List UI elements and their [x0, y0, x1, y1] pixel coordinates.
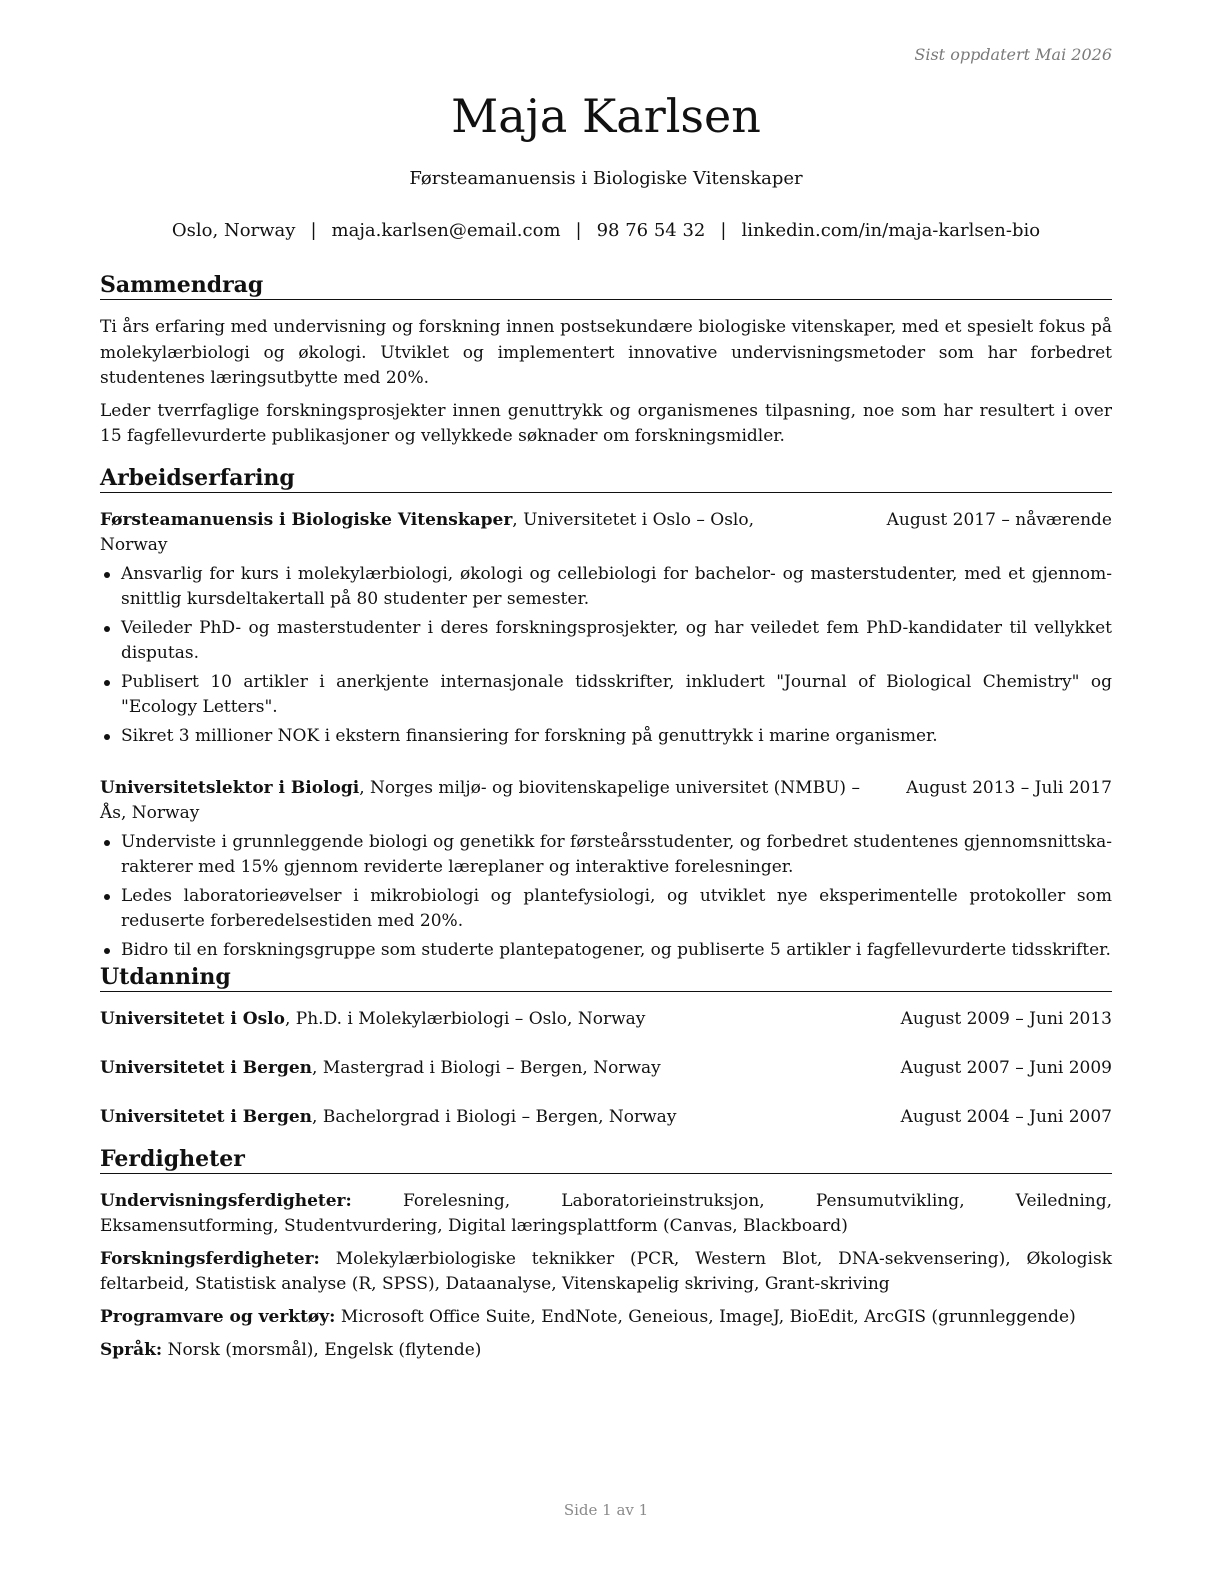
list-item: Publisert 10 artikler i anerkjente internasjonale tidsskrifter, inkludert "Journal of Biological Chemistry" og "Ecology Letters".: [100, 670, 1112, 720]
job-title: Førsteamanuensis i Biologiske Vitenskaper: [409, 168, 803, 189]
summary-section: [100, 271, 1112, 450]
education-item: [100, 1007, 1112, 1032]
experience-section: [100, 464, 1112, 963]
skill-label: Undervisningsferdigheter:: [100, 1191, 352, 1211]
job-entry: [100, 776, 1112, 963]
job-role: Førsteamanuensis i Biologiske Vitenskaper: [100, 510, 513, 530]
summary-paragraph: Leder tverrfaglige forskningsprosjekter innen genuttrykk og organismenes tilpasning, noe som har resultert i over 15 fagfellevurderte publikasjoner og vellykkede søknader om forskningsmidler.: [100, 400, 1112, 446]
job-header: [100, 508, 1112, 558]
job-dates: August 2013 – Juli 2017: [906, 778, 1112, 798]
resume-page: [100, 0, 1112, 1584]
summary-paragraph: Ti års erfaring med undervisning og forskning innen postsekundære biologiske vitenskaper, med et spesielt fokus på molekylærbiologi og økologi. Utviklet og implementert innovative undervisningsmetoder som har forbedret studentenes læringsutbytte med 20%.: [100, 317, 1112, 388]
section-title: Arbeidserfaring: [100, 464, 1112, 493]
contact-phone: 98 76 54 32: [596, 220, 706, 241]
page-number: Side 1 av 1: [563, 1501, 649, 1519]
education-item: [100, 1056, 1112, 1081]
skill-value: Forelesning, Laboratorieinstruksjon, Pensumutvikling, Veiledning, Eksamensutforming, Studentvurdering, Digital læringsplattform (Canvas, Blackboard): [100, 1191, 1112, 1236]
job-bullets: [100, 562, 1112, 749]
job-org: , Norges miljø- og biovitenskapelige universitet (NMBU) – Ås, Norway: [100, 778, 860, 823]
contact-separator: |: [310, 220, 317, 241]
education-section: [100, 963, 1112, 1130]
skill-item: [100, 1247, 1112, 1297]
education-dates: August 2004 – Juni 2007: [900, 1107, 1112, 1127]
person-name: Maja Karlsen: [451, 89, 761, 143]
list-item: Ledes laboratorieøvelser i mikrobiologi og plantefysiologi, og utviklet nye eksperimentelle protokoller som reduserte forberedelsestiden med 20%.: [100, 884, 1112, 934]
skill-item: [100, 1338, 1112, 1363]
education-detail: , Mastergrad i Biologi – Bergen, Norway: [312, 1058, 661, 1078]
education-dates: August 2009 – Juni 2013: [900, 1009, 1112, 1029]
job-bullets: [100, 830, 1112, 963]
skill-value: Molekylærbiologiske teknikker (PCR, Western Blot, DNA-sekvensering), Økologisk feltarbeid, Statistisk analyse (R, SPSS), Dataanalyse, Vitenskapelig skriving, Grant-skriving: [100, 1249, 1112, 1294]
skill-item: [100, 1189, 1112, 1239]
contact-location: Oslo, Norway: [171, 220, 296, 241]
skill-value: Microsoft Office Suite, EndNote, Geneious, ImageJ, BioEdit, ArcGIS (grunnleggende): [335, 1307, 1076, 1327]
job-role: Universitetslektor i Biologi: [100, 778, 360, 798]
section-title: Utdanning: [100, 963, 1112, 992]
education-dates: August 2007 – Juni 2009: [900, 1058, 1112, 1078]
skills-section: [100, 1145, 1112, 1363]
section-title: Ferdigheter: [100, 1145, 1112, 1174]
education-school: Universitetet i Oslo: [100, 1009, 285, 1029]
education-school: Universitetet i Bergen: [100, 1058, 313, 1078]
skill-label: Programvare og verktøy:: [100, 1307, 336, 1327]
skill-value: Norsk (morsmål), Engelsk (flytende): [162, 1340, 482, 1360]
contact-separator: |: [720, 220, 727, 241]
skill-label: Språk:: [100, 1340, 163, 1360]
job-dates: August 2017 – nåværende: [886, 510, 1112, 530]
list-item: Underviste i grunnleggende biologi og genetikk for førsteårsstudenter, og forbedret studentenes gjennomsnittskarakterer med 15% gjennom reviderte læreplaner og interaktive forelesninger.: [100, 830, 1112, 880]
education-item: [100, 1105, 1112, 1130]
skill-label: Forskningsferdigheter:: [100, 1249, 320, 1269]
list-item: Veileder PhD- og masterstudenter i deres forskningsprosjekter, og har veiledet fem PhD-kandidater til vellykket disputas.: [100, 616, 1112, 666]
last-updated: Sist oppdatert Mai 2026: [914, 45, 1112, 64]
contact-line: [100, 219, 1112, 243]
contact-separator: |: [575, 220, 582, 241]
skill-item: [100, 1305, 1112, 1330]
job-header: [100, 776, 1112, 826]
education-detail: , Bachelorgrad i Biologi – Bergen, Norway: [312, 1107, 677, 1127]
list-item: Ansvarlig for kurs i molekylærbiologi, økologi og cellebiologi for bachelor- og masterstudenter, med et gjennomsnittlig kursdeltakertall på 80 studenter per semester.: [100, 562, 1112, 612]
job-entry: [100, 508, 1112, 749]
contact-email[interactable]: maja.karlsen@email.com: [331, 220, 561, 241]
contact-linkedin[interactable]: linkedin.com/in/maja-karlsen-bio: [741, 220, 1041, 241]
section-title: Sammendrag: [100, 271, 1112, 300]
list-item: Bidro til en forskningsgruppe som studerte plantepatogener, og publiserte 5 artikler i fagfellevurderte tidsskrifter.: [100, 938, 1112, 963]
education-detail: , Ph.D. i Molekylærbiologi – Oslo, Norway: [284, 1009, 646, 1029]
job-org: , Universitetet i Oslo – Oslo, Norway: [100, 510, 754, 555]
list-item: Sikret 3 millioner NOK i ekstern finansiering for forskning på genuttrykk i marine organismer.: [100, 724, 1112, 749]
education-school: Universitetet i Bergen: [100, 1107, 313, 1127]
